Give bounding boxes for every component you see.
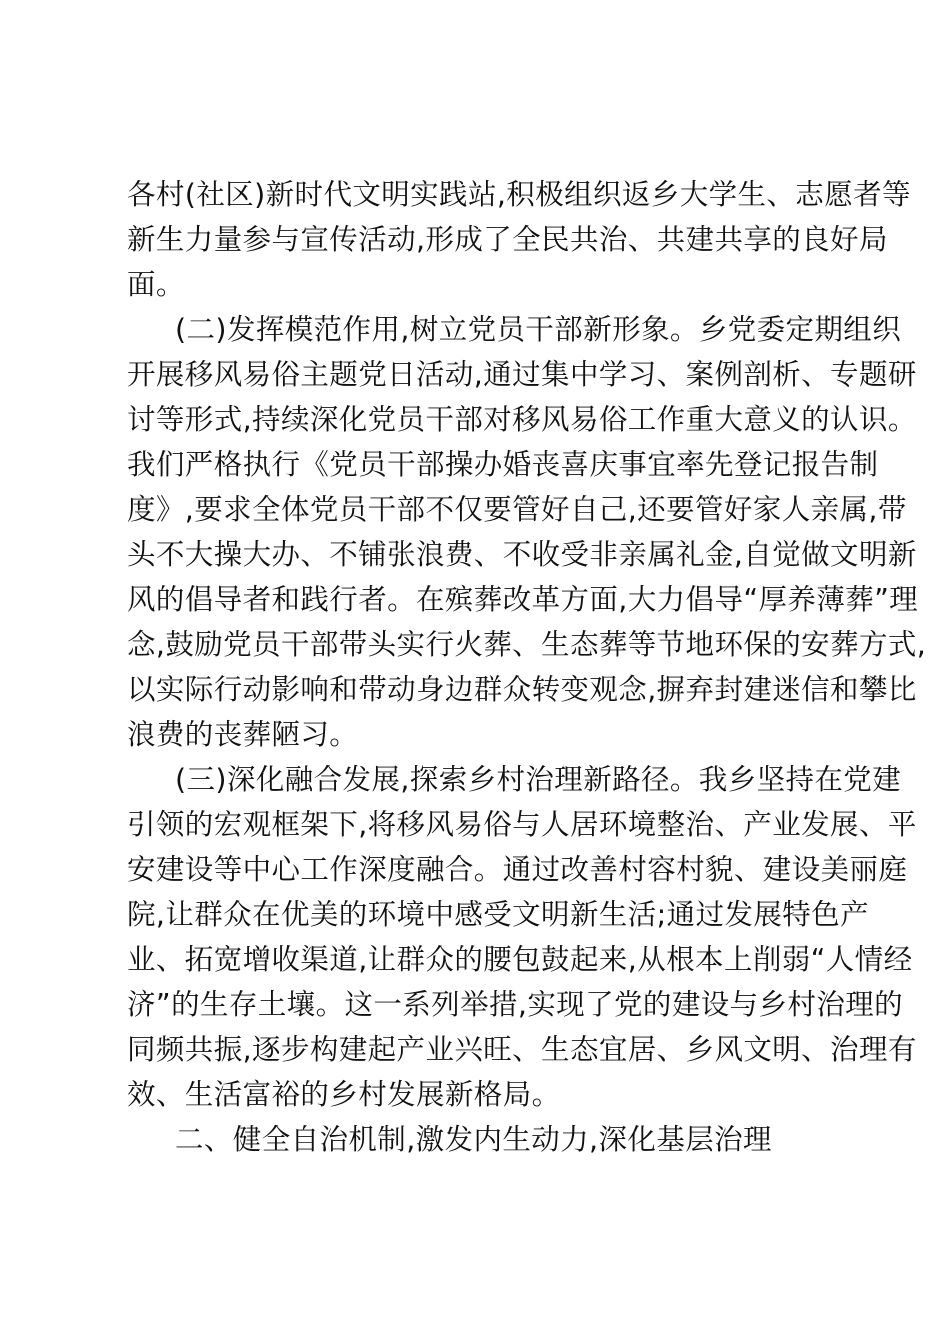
section-heading-2-line: (二)发挥模范作用,树立党员干部新形象。乡党委定期组织: [175, 313, 902, 346]
text-line: 业、拓宽增收渠道,让群众的腰包鼓起来,从根本上削弱“人情经: [127, 943, 913, 976]
section-heading-3-line: (三)深化融合发展,探索乡村治理新路径。我乡坚持在党建: [175, 763, 902, 796]
text-line: 以实际行动影响和带动身边群众转变观念,摒弃封建迷信和攀比: [127, 673, 917, 706]
text-line: 风的倡导者和践行者。在殡葬改革方面,大力倡导“厚养薄葬”理: [127, 583, 919, 616]
text-line: 念,鼓励党员干部带头实行火葬、生态葬等节地环保的安葬方式,: [127, 628, 927, 661]
text-line: 头不大操大办、不铺张浪费、不收受非亲属礼金,自觉做文明新: [127, 538, 917, 571]
text-line: 院,让群众在优美的环境中感受文明新生活;通过发展特色产: [127, 898, 869, 931]
text-line: 安建设等中心工作深度融合。通过改善村容村貌、建设美丽庭: [127, 853, 908, 886]
text-line: 效、生活富裕的乡村发展新格局。: [127, 1078, 561, 1111]
text-line: 开展移风易俗主题党日活动,通过集中学习、案例剖析、专题研: [127, 358, 917, 391]
text-line: 济”的生存土壤。这一系列举措,实现了党的建设与乡村治理的: [127, 988, 904, 1021]
chapter-heading: 二、健全自治机制,激发内生动力,深化基层治理: [175, 1123, 772, 1156]
text-line: 面。: [127, 268, 185, 301]
text-line: 我们严格执行《党员干部操办婚丧喜庆事宜率先登记报告制: [127, 448, 879, 481]
text-line: 度》,要求全体党员干部不仅要管好自己,还要管好家人亲属,带: [127, 493, 907, 526]
text-line: 讨等形式,持续深化党员干部对移风易俗工作重大意义的认识。: [127, 403, 917, 436]
text-line: 新生力量参与宣传活动,形成了全民共治、共建共享的良好局: [127, 223, 888, 256]
text-line: 同频共振,逐步构建起产业兴旺、生态宜居、乡风文明、治理有: [127, 1033, 917, 1066]
text-line: 引领的宏观框架下,将移风易俗与人居环境整治、产业发展、平: [127, 808, 917, 841]
text-line: 各村(社区)新时代文明实践站,积极组织返乡大学生、志愿者等: [127, 178, 911, 211]
text-line: 浪费的丧葬陋习。: [127, 718, 359, 751]
